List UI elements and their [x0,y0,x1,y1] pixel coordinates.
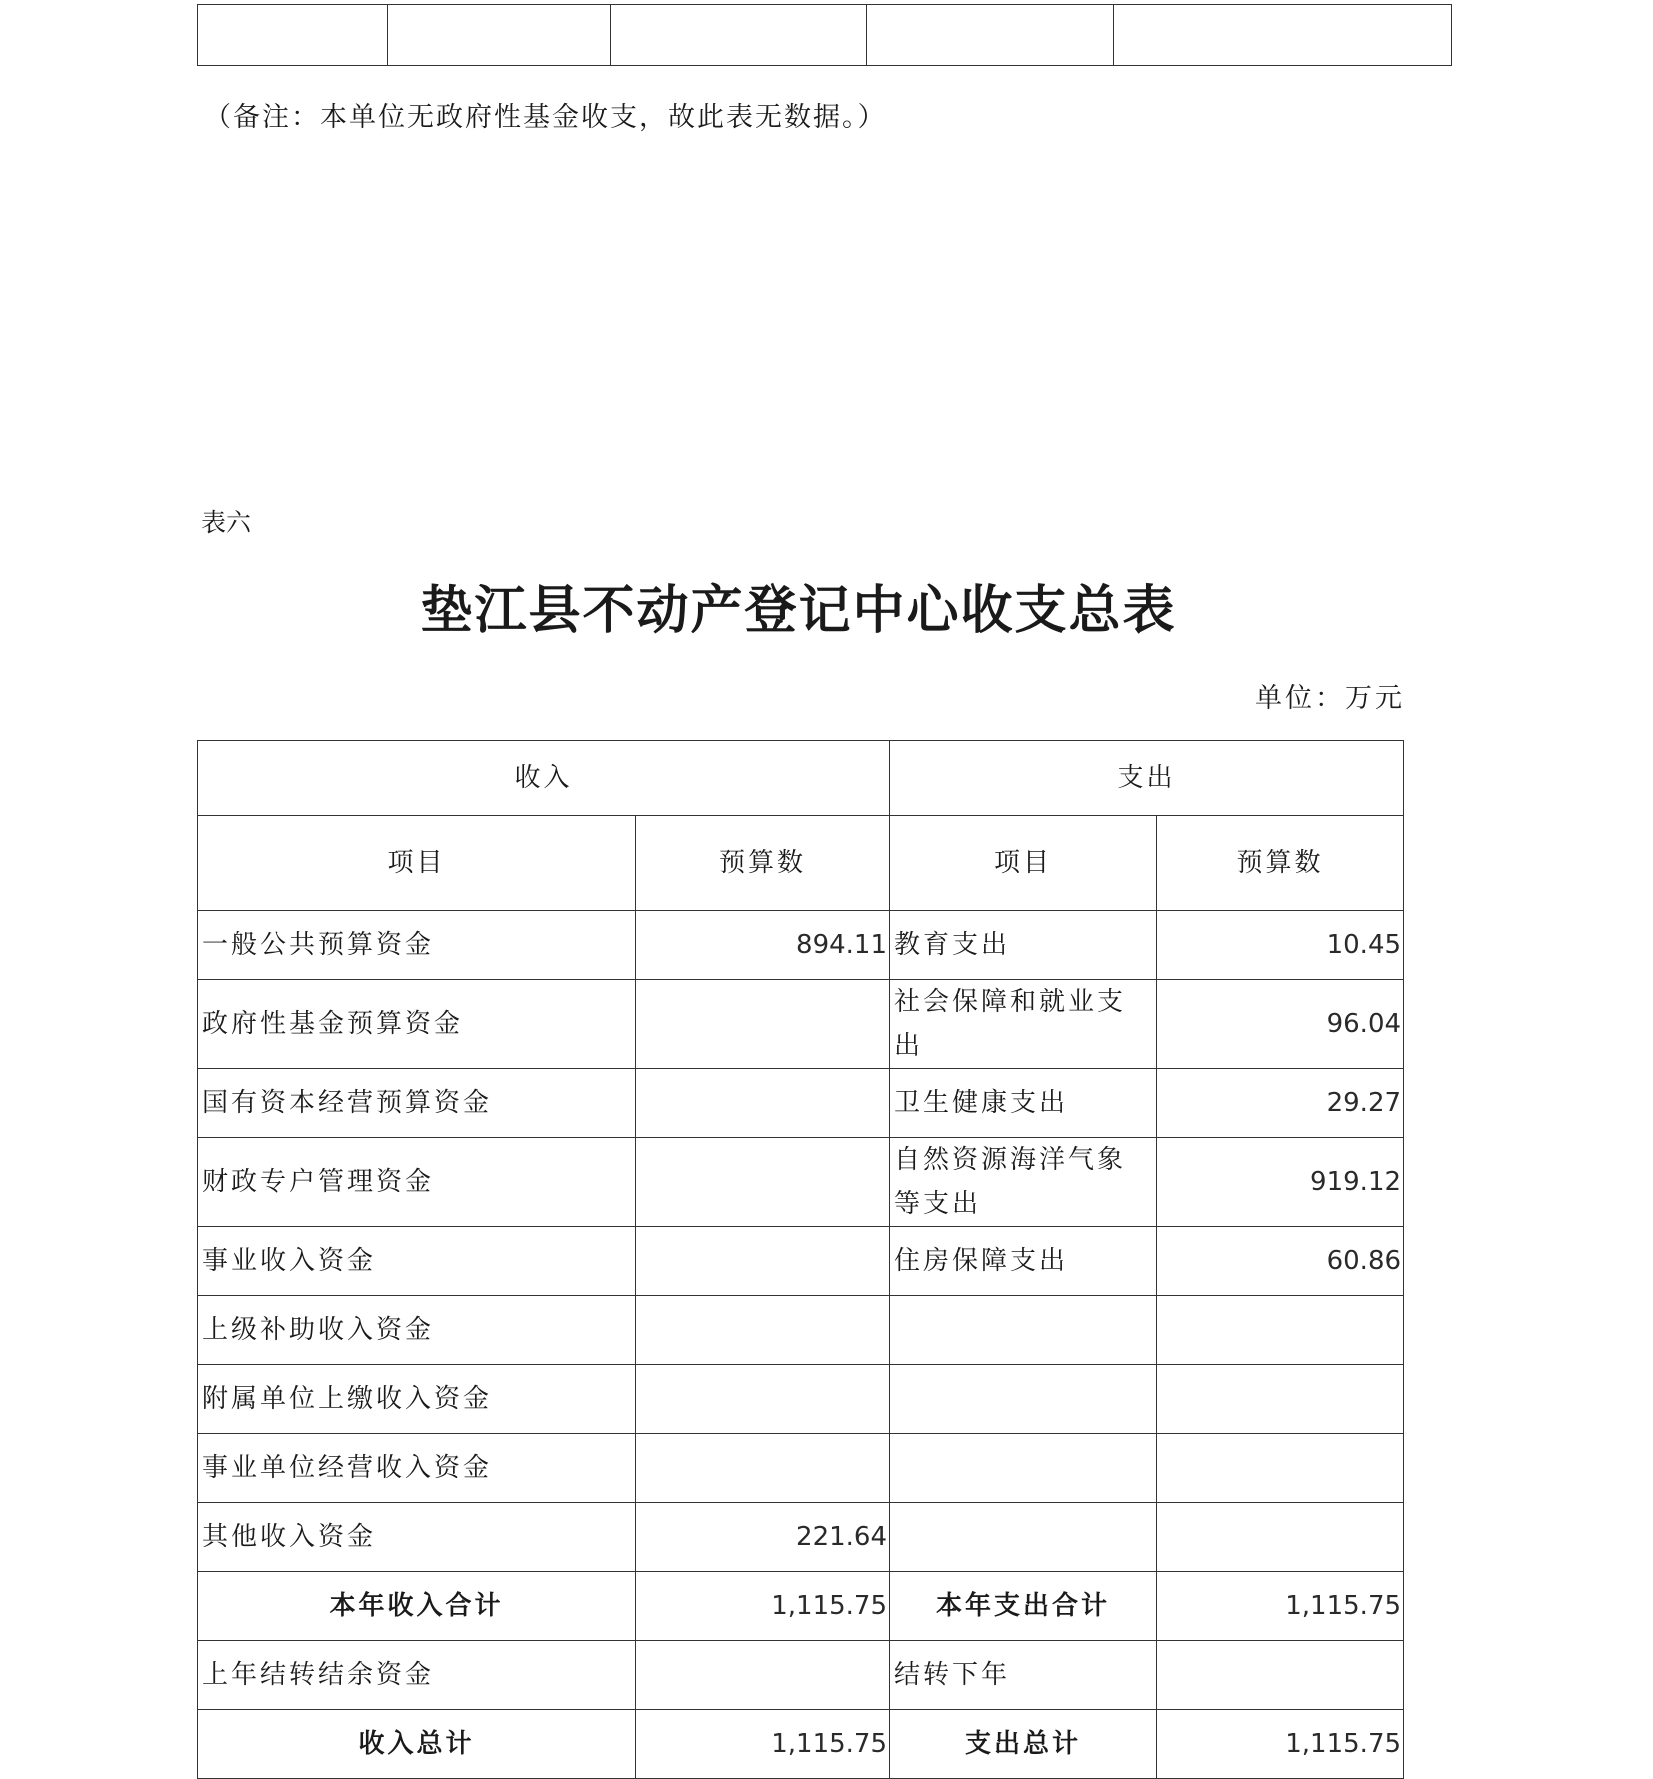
income-value-cell [636,1227,890,1296]
income-value-cell: 221.64 [636,1503,890,1572]
income-value-cell: 894.11 [636,911,890,980]
expense-item-cell [890,1503,1157,1572]
expense-item-cell: 本年支出合计 [890,1572,1157,1641]
expense-value-cell: 29.27 [1157,1069,1404,1138]
empty-cell [198,5,388,66]
expense-value-cell: 96.04 [1157,980,1404,1069]
section-header-row [198,741,1404,816]
income-item-header: 项目 [198,816,636,911]
expense-value-cell: 919.12 [1157,1138,1404,1227]
income-item-cell: 一般公共预算资金 [198,911,636,980]
income-expense-table [197,740,1404,1779]
expense-item-cell: 结转下年 [890,1641,1157,1710]
table-row [198,1641,1404,1710]
income-value-cell: 1,115.75 [636,1710,890,1779]
expense-item-cell [890,1365,1157,1434]
expense-item-cell: 社会保障和就业支出 [890,980,1157,1069]
expense-item-cell: 教育支出 [890,911,1157,980]
income-item-cell: 收入总计 [198,1710,636,1779]
empty-cell [1114,5,1452,66]
income-value-cell [636,1296,890,1365]
expense-item-cell: 住房保障支出 [890,1227,1157,1296]
empty-cell [388,5,611,66]
expense-item-cell [890,1434,1157,1503]
table-row [198,911,1404,980]
table-row [198,1710,1404,1779]
income-value-cell [636,980,890,1069]
expense-value-cell: 1,115.75 [1157,1572,1404,1641]
table-row [198,1434,1404,1503]
income-item-cell: 国有资本经营预算资金 [198,1069,636,1138]
table-row [198,1296,1404,1365]
table-label: 表六 [201,508,252,537]
expense-value-cell: 10.45 [1157,911,1404,980]
previous-table-fragment [197,4,1452,66]
unit-label: 单位：万元 [1255,683,1405,714]
expense-value-cell: 1,115.75 [1157,1710,1404,1779]
table-row [198,1503,1404,1572]
empty-cell [867,5,1114,66]
expense-value-cell [1157,1503,1404,1572]
empty-cell [611,5,867,66]
table-row [198,1365,1404,1434]
income-item-cell: 事业收入资金 [198,1227,636,1296]
income-item-cell: 财政专户管理资金 [198,1138,636,1227]
income-item-cell: 其他收入资金 [198,1503,636,1572]
table-row [198,1572,1404,1641]
document-title: 垫江县不动产登记中心收支总表 [420,580,1177,641]
expense-value-cell [1157,1365,1404,1434]
income-value-cell [636,1138,890,1227]
income-item-cell: 事业单位经营收入资金 [198,1434,636,1503]
income-value-cell [636,1641,890,1710]
expense-item-cell: 卫生健康支出 [890,1069,1157,1138]
income-value-cell: 1,115.75 [636,1572,890,1641]
income-item-cell: 政府性基金预算资金 [198,980,636,1069]
income-header: 收入 [198,741,890,816]
expense-item-cell: 支出总计 [890,1710,1157,1779]
table-row [198,1227,1404,1296]
expense-item-header: 项目 [890,816,1157,911]
expense-value-cell: 60.86 [1157,1227,1404,1296]
income-item-cell: 附属单位上缴收入资金 [198,1365,636,1434]
income-value-cell [636,1434,890,1503]
income-budget-header: 预算数 [636,816,890,911]
income-item-cell: 本年收入合计 [198,1572,636,1641]
income-item-cell: 上级补助收入资金 [198,1296,636,1365]
table-row [198,1138,1404,1227]
income-value-cell [636,1069,890,1138]
expense-budget-header: 预算数 [1157,816,1404,911]
table-row [198,980,1404,1069]
expense-value-cell [1157,1434,1404,1503]
expense-value-cell [1157,1296,1404,1365]
income-item-cell: 上年结转结余资金 [198,1641,636,1710]
column-header-row [198,816,1404,911]
expense-item-cell [890,1296,1157,1365]
table-row [198,1069,1404,1138]
expense-value-cell [1157,1641,1404,1710]
expense-header: 支出 [890,741,1404,816]
remark-note: （备注：本单位无政府性基金收支，故此表无数据。） [204,102,887,133]
income-value-cell [636,1365,890,1434]
expense-item-cell: 自然资源海洋气象等支出 [890,1138,1157,1227]
